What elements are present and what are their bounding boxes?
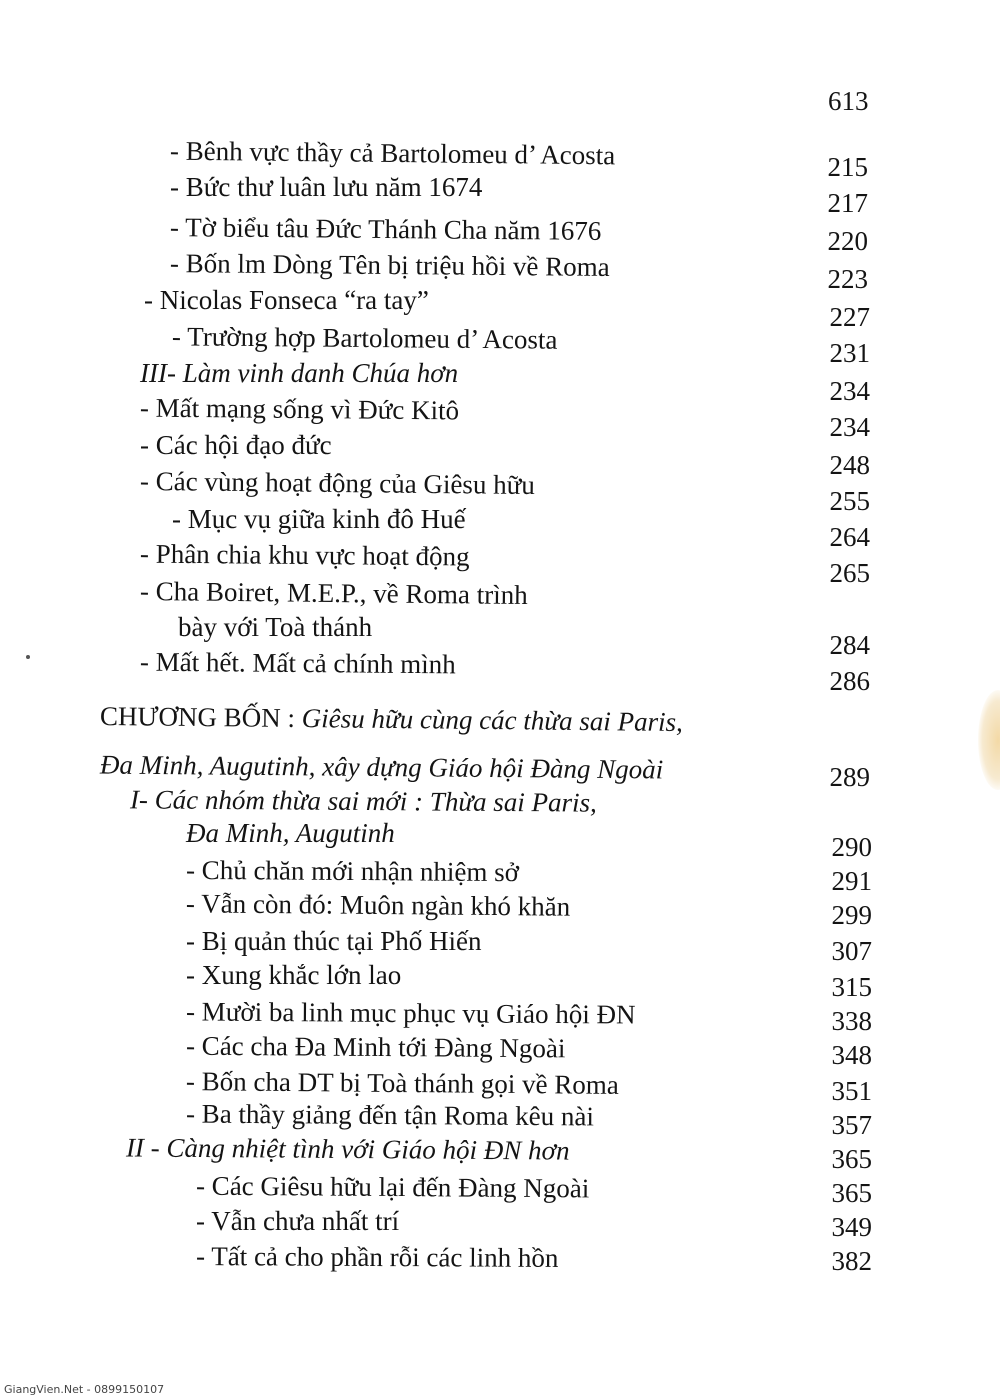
toc-page-number: 290 <box>831 832 872 862</box>
toc-page-number: 291 <box>831 866 872 896</box>
toc-entry: - Bốn lm Dòng Tên bị triệu hồi về Roma <box>169 248 610 282</box>
toc-page-number: 348 <box>831 1040 872 1070</box>
toc-page-number: 299 <box>831 900 872 930</box>
toc-page-number: 284 <box>829 630 870 660</box>
toc-page-number: 382 <box>831 1246 872 1276</box>
toc-entry: - Tất cả cho phần rỗi các linh hồn <box>195 1241 559 1273</box>
watermark: GiangVien.Net - 0899150107 <box>4 1383 165 1396</box>
toc-page-number: 234 <box>829 412 870 442</box>
toc-page-number: 315 <box>831 972 872 1002</box>
toc-page-number: 227 <box>829 302 870 332</box>
toc-page-number: 349 <box>831 1212 872 1242</box>
toc-entry: - Bị quản thúc tại Phố Hiến <box>186 926 482 956</box>
toc-page-number: 231 <box>829 338 870 368</box>
toc-section-heading: III- Làm vinh danh Chúa hơn <box>140 358 459 388</box>
chapter-label: CHƯƠNG BỐN : <box>99 700 296 733</box>
toc-entry: - Phân chia khu vực hoạt động <box>139 538 470 572</box>
toc-entry: - Nicolas Fonseca “ra tay” <box>144 285 429 315</box>
toc-entry: - Cha Boiret, M.E.P., về Roma trình <box>139 575 528 611</box>
chapter-heading <box>100 701 683 738</box>
toc-entry: - Bức thư luân lưu năm 1674 <box>170 172 483 202</box>
paper-stain <box>978 690 1000 790</box>
toc-page-number: 264 <box>829 522 870 552</box>
toc-page-number: 255 <box>829 486 870 516</box>
toc-entry: - Mất hết. Mất cả chính mình <box>139 646 456 680</box>
toc-page-number: 215 <box>827 152 868 182</box>
toc-page-number: 289 <box>829 762 870 792</box>
toc-entry: - Các cha Đa Minh tới Đàng Ngoài <box>185 1030 566 1064</box>
toc-page-number: 234 <box>829 376 870 406</box>
toc-page-number: 365 <box>831 1144 872 1174</box>
toc-entry: - Bênh vực thầy cả Bartolomeu d’ Acosta <box>169 135 616 171</box>
toc-page-number: 223 <box>827 264 868 294</box>
toc-section-heading: II - Càng nhiệt tình với Giáo hội ĐN hơn <box>125 1132 570 1166</box>
toc-entry: - Vẫn chưa nhất trí <box>196 1206 400 1236</box>
toc-page-number: 365 <box>831 1178 872 1208</box>
toc-entry: - Chủ chăn mới nhận nhiệm sở <box>185 854 520 888</box>
toc-entry: - Tờ biểu tâu Đức Thánh Cha năm 1676 <box>169 212 602 246</box>
toc-section-heading-line2: Đa Minh, Augutinh <box>186 818 395 848</box>
chapter-title: Giêsu hữu cùng các thừa sai Paris, <box>301 703 684 738</box>
paper-speck <box>26 655 30 659</box>
toc-page-number: 265 <box>829 558 870 588</box>
toc-page-number: 286 <box>829 666 870 696</box>
toc-section-heading: I- Các nhóm thừa sai mới : Thừa sai Paris, <box>129 784 597 818</box>
toc-entry: - Ba thầy giảng đến tận Roma kêu nài <box>185 1098 594 1132</box>
toc-entry: - Xung khắc lớn lao <box>186 960 402 990</box>
toc-entry: - Bốn cha DT bị Toà thánh gọi về Roma <box>185 1066 619 1100</box>
toc-entry: - Các Giêsu hữu lại đến Đàng Ngoài <box>195 1170 590 1204</box>
toc-page-number: 248 <box>829 450 870 480</box>
chapter-heading-line2: Đa Minh, Augutinh, xây dựng Giáo hội Đàng Ngoài <box>99 749 664 785</box>
toc-entry: - Các vùng hoạt động của Giêsu hữu <box>139 465 535 501</box>
page-number: 613 <box>828 86 869 116</box>
toc-entry: - Các hội đạo đức <box>140 430 332 460</box>
toc-page-number: 307 <box>831 936 872 966</box>
toc-page-number: 357 <box>831 1110 872 1140</box>
toc-page-number: 217 <box>827 188 868 218</box>
toc-entry: - Mất mạng sống vì Đức Kitô <box>139 392 460 426</box>
toc-entry: bày với Toà thánh <box>178 612 373 642</box>
toc-entry: - Mười ba linh mục phục vụ Giáo hội ĐN <box>185 996 636 1030</box>
toc-entry: - Trường hợp Bartolomeu d’ Acosta <box>171 321 558 355</box>
toc-page-number: 351 <box>831 1076 872 1106</box>
toc-page-number: 338 <box>831 1006 872 1036</box>
toc-entry: - Mục vụ giữa kinh đô Huế <box>172 504 466 534</box>
toc-entry: - Vẫn còn đó: Muôn ngàn khó khăn <box>185 888 571 922</box>
toc-page-number: 220 <box>827 226 868 256</box>
